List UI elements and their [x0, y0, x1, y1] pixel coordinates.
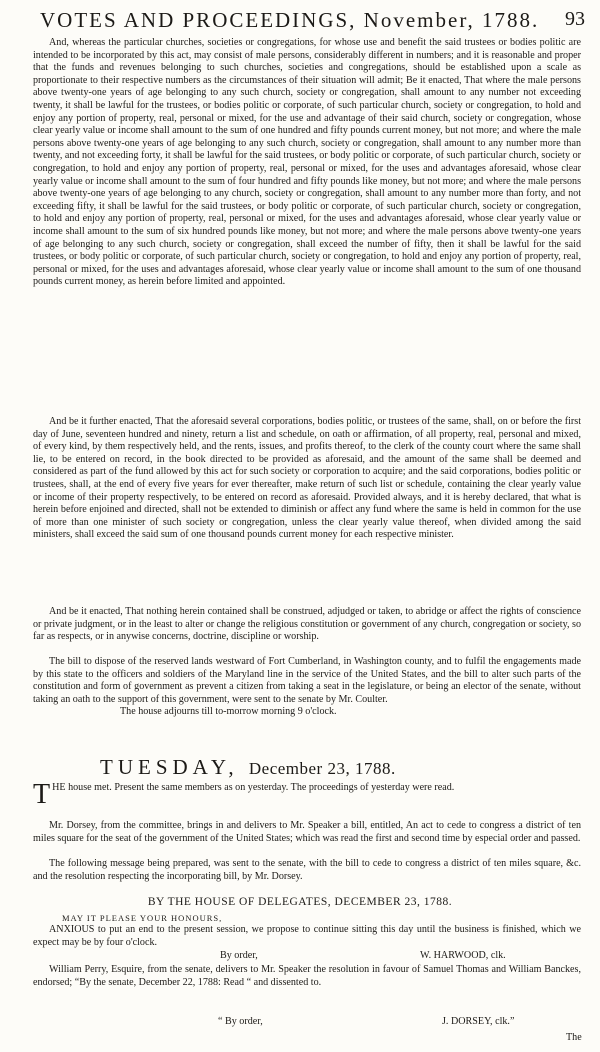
day-date: December 23, 1788. — [248, 759, 396, 778]
house-met-text: HE house met. Present the same members as on yesterday. The proceedings of yesterday were read. — [52, 782, 455, 793]
senate-by-order: “ By order, — [218, 1016, 263, 1027]
message-by-order: By order, — [220, 950, 258, 961]
senate-signature: J. DORSEY, clk.” — [442, 1016, 515, 1027]
paragraph-property-schedule: And be it further enacted, That the aforesaid several corporations, bodies politic, or trustees of the same, shall, on or before the first day of June, seventeen hundred and ninety, return a list and schedule, on oath or affirmation, of all property, real, personal and mixed, of every kind, by them respectively held, and the rents, issues, and profits thereof, to the clerk of the county court where the same shall lie, to be entered on record, in the book directed to be provided as aforesaid, and the amount of the same shall be deemed and considered as part of the fund allowed by this act for such society or corporation to acquire; and the said corporations, bodies politic or trustees, shall, at the end of every five years for ever thereafter, make return of such list or schedule, containing the clear yearly value or income of their property respectively, to be entered on record as aforesaid. Provided always, and it is hereby declared, that what is herein before enjoined and directed, shall not be extended to diminish or affect any fund where the same is held in common for the use of more than one minister of such society or congregation, unless the clear yearly value thereof, when divided among the said ministers, shall exceed the said sum of one thousand pounds current money for each respective minister. — [33, 416, 581, 541]
paragraph-reserved-lands-bill: The bill to dispose of the reserved lands westward of Fort Cumberland, in Washington county, and to fulfil the engagements made by this state to the officers and soldiers of the Maryland line in the service of the United States, and the bill to alter such parts of the constitution and form of government as prevent a citizen from taking a seat in the legislature, or being an elector of the senate, without taking an oath to the support of this government, were sent to the senate by Mr. Coulter. — [33, 656, 581, 705]
paragraph-message-prepared: The following message being prepared, was sent to the senate, with the bill to cede to congress a district of ten miles square, &c. and the resolution respecting the incorporating bill, by Mr. Dorsey. — [33, 858, 581, 882]
message-salutation: MAY IT PLEASE YOUR HONOURS, — [62, 913, 223, 923]
page-number: 93 — [565, 8, 585, 30]
paragraph-rights-of-conscience: And be it enacted, That nothing herein contained shall be construed, adjudged or taken, to abridge or affect the rights of conscience or private judgment, or in the least to alter or change the religious constitution or government of any church, congregation or society, so far as respects, or in anywise concerns, doctrine, discipline or worship. — [33, 606, 581, 643]
drop-cap: T — [33, 779, 51, 810]
day-heading — [100, 755, 396, 780]
running-title: VOTES AND PROCEEDINGS, November, 1788. — [40, 8, 540, 32]
message-body: ANXIOUS to put an end to the present session, we propose to continue sitting this day until the business is finished, which we expect may be by four o'clock. — [33, 924, 581, 948]
page-header — [40, 4, 585, 34]
message-heading: BY THE HOUSE OF DELEGATES, DECEMBER 23, 1788. — [147, 896, 453, 908]
catchword: The — [566, 1032, 582, 1043]
message-signature: W. HARWOOD, clk. — [420, 950, 506, 961]
day-name: TUESDAY, — [100, 755, 239, 779]
paragraph-senate-resolution: William Perry, Esquire, from the senate, delivers to Mr. Speaker the resolution in favour of Samuel Thomas and William Banckes, endorsed; “By the senate, December 22, 1788: Read “ and dissented to. — [33, 964, 581, 988]
paragraph-adjournment: The house adjourns till to-morrow morning 9 o'clock. — [120, 706, 337, 717]
paragraph-dorsey-bill: Mr. Dorsey, from the committee, brings in and delivers to Mr. Speaker a bill, entitled, An act to cede to congress a district of ten miles square for the seat of the government of the United States; which was read the first and second time by especial order and passed. — [33, 820, 581, 844]
paragraph-church-funds: And, whereas the particular churches, societies or congregations, for whose use and benefit the said trustees or bodies politic are intended to be incorporated by this act, may consist of male persons, considerably different in numbers; and it is reasonable and proper that the funds and revenues belonging to such churches, societies and congregations, should be established upon a scale as proportionate to their respective numbers as the circumstances of their situation will admit; Be it enacted, That where the male persons above twenty-one years of age belonging to any such church, society or congregation, shall amount to any number not exceeding twenty, it shall be lawful for the trustees, or bodies politic or corporate, of such particular church, society or congregation, to hold and enjoy any portion of property, real, personal or mixed, for the use and advantage of their said church, society or congregation, whose clear yearly value or income shall amount to the sum of one hundred and fifty pounds current money, but not more; and where the male persons above twenty-one years of age belonging to any such church, society or congregation, shall amount to any number more than twenty, and not exceeding forty, it shall be lawful for the said trustees, or body politic or corporate, of such particular church, society or congregation, to hold and enjoy any portion of property, real, personal or mixed, for the uses and advantages aforesaid, whose clear yearly value or income shall amount to the sum of four hundred and fifty pounds like money, but not more; and where the male persons above twenty-one years of age belonging to any church, society or congregation, shall amount to any number more than forty, and not exceeding fifty, it shall be lawful for the said trustees, or body politic or corporate, of such particular church, society or congregation, to hold and enjoy any portion of property, real, personal or mixed, for the uses and advantages aforesaid, whose clear yearly value or income shall amount to the sum of six hundred pounds like money, but not more; and where the male persons above twenty-one years of age belonging to any such church, society or congregation, shall exceed the number of fifty, then it shall be lawful for the said trustees, or body politic or corporate, of such particular church, society or congregation, to hold and enjoy any portion of property, real, personal or mixed, for the uses and advantages aforesaid, whose clear yearly value or income shall amount to the sum of one thousand pounds current money, as herein before limited and appointed. — [33, 37, 581, 288]
house-met-paragraph — [33, 779, 581, 810]
